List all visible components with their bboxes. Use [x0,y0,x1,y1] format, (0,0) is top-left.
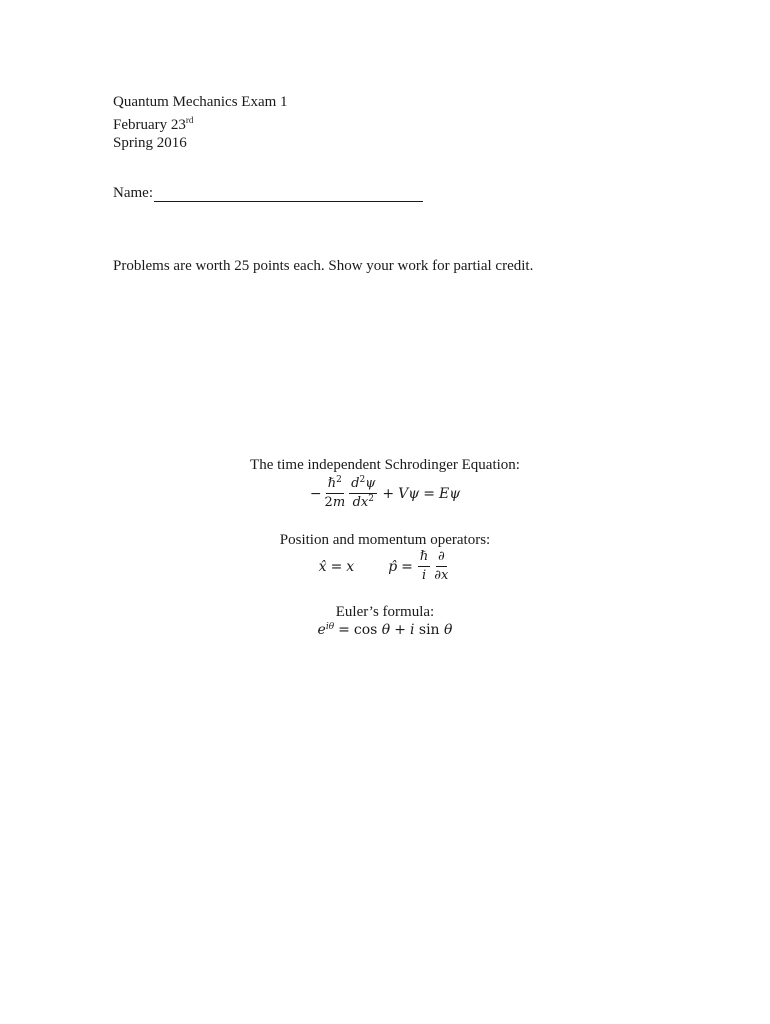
euler-equation: $e^{i\theta}$ = cos θ + i sin θ [317,622,453,638]
exam-date [113,111,288,134]
schrodinger-equation: − $\frac{\hbar^2}{2m}$ $\frac{d^2\psi}{dx^2}$ + Vψ = Eψ [309,475,461,510]
operators-equation [0,549,770,584]
exam-instructions: Problems are worth 25 points each. Show your work for partial credit. [113,258,534,274]
exam-term: Spring 2016 [113,135,187,151]
second-derivative-fraction: $\frac{d^2\psi}{dx^2}$ [351,475,376,510]
operators-label: Position and momentum operators: [279,532,491,548]
name-field [113,184,423,202]
exam-date-main: February 23 [113,117,186,133]
exam-date-suffix: rd [185,115,194,125]
exam-header [113,93,288,152]
euler-label: Euler’s formula: [335,604,435,620]
position-operator: x̂ = x [318,558,355,575]
name-label: Name: [113,185,153,201]
hbar-over-2m-fraction: $\frac{\hbar^2}{2m}$ [324,475,346,510]
exam-title: Quantum Mechanics Exam 1 [113,94,288,110]
schrodinger-label: The time independent Schrodinger Equation: [250,457,520,473]
momentum-operator: p̂ = $\frac{\text{ℏ}}{i}$ $\frac{\partial}{\partial x}$ [388,549,449,583]
name-blank-line[interactable] [154,186,423,202]
